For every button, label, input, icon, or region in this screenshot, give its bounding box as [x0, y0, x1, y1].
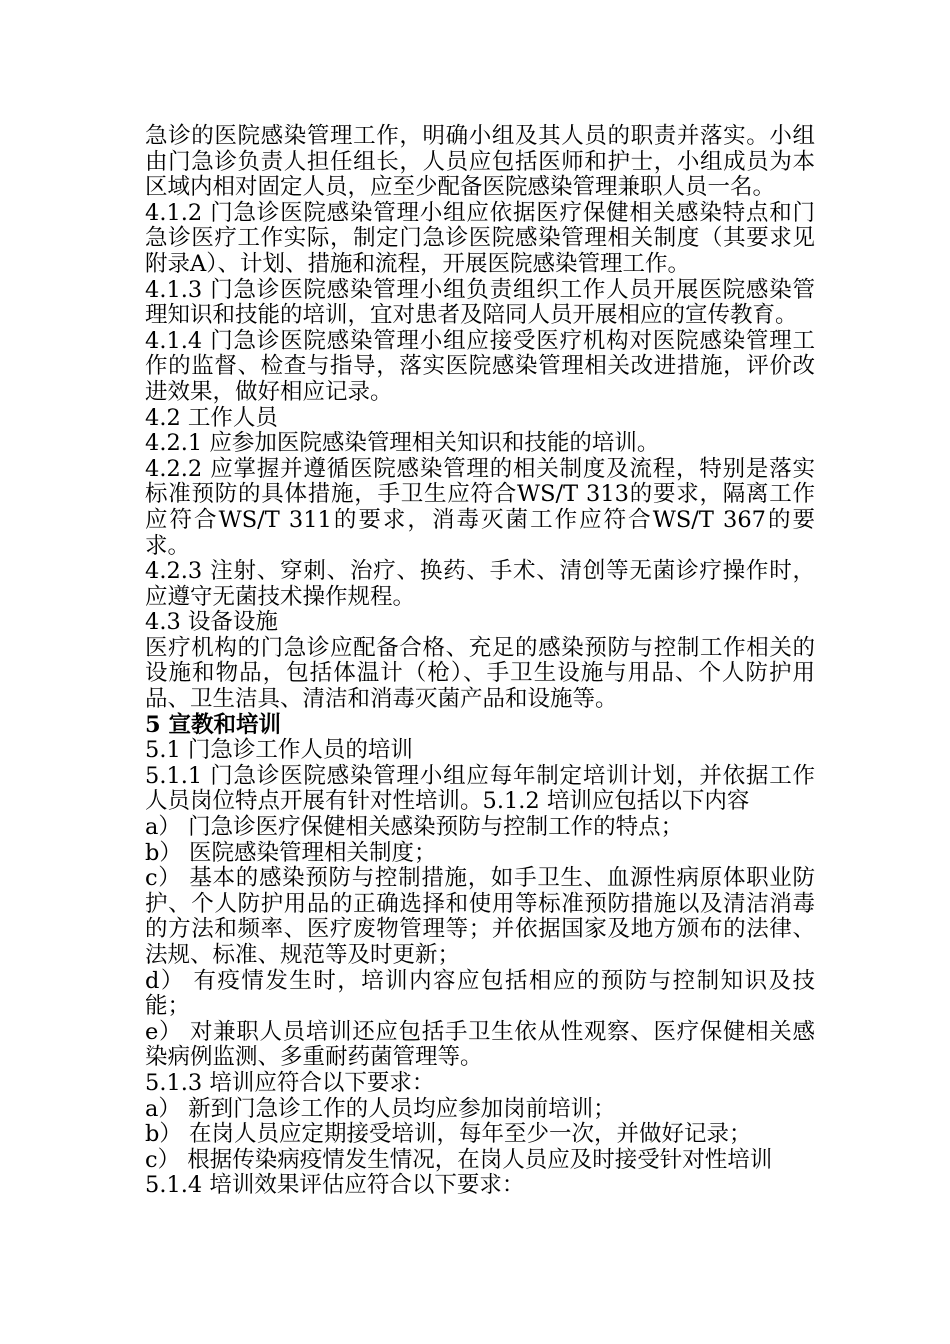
list-item-e: e） 对兼职人员培训还应包括手卫生依从性观察、医疗保健相关感染病例监测、多重耐药菌管理等。: [145, 1018, 815, 1071]
list-item-d: d） 有疫情发生时，培训内容应包括相应的预防与控制知识及技能；: [145, 967, 815, 1020]
document-body: [145, 124, 815, 1199]
clause-4-1-3: 4.1.3 门急诊医院感染管理小组负责组织工作人员开展医院感染管理知识和技能的培训，宜对患者及陪同人员开展相应的宣传教育。: [145, 276, 815, 329]
clause-5-1-1: 5.1.1 门急诊医院感染管理小组应每年制定培训计划，并依据工作人员岗位特点开展有针对性培训。5.1.2 培训应包括以下内容: [145, 762, 815, 815]
clause-4-1-2: 4.1.2 门急诊医院感染管理小组应依据医疗保健相关感染特点和门急诊医疗工作实际，制定门急诊医院感染管理相关制度（其要求见附录A）、计划、措施和流程，开展医院感染管理工作。: [145, 199, 815, 277]
paragraph-group-intro: 急诊的医院感染管理工作，明确小组及其人员的职责并落实。小组由门急诊负责人担任组长，人员应包括医师和护士，小组成员为本区域内相对固定人员，应至少配备医院感染管理兼职人员一名。: [145, 123, 815, 201]
list-item-a: a） 门急诊医疗保健相关感染预防与控制工作的特点；: [145, 814, 684, 841]
clause-4-1-4: 4.1.4 门急诊医院感染管理小组应接受医疗机构对医院感染管理工作的监督、检查与指导，落实医院感染管理相关改进措施，评价改进效果，做好相应记录。: [145, 327, 815, 405]
paragraph-equipment: 医疗机构的门急诊应配备合格、充足的感染预防与控制工作相关的设施和物品，包括体温计（枪）、手卫生设施与用品、个人防护用品、卫生洁具、清洁和消毒灭菌产品和设施等。: [145, 634, 815, 713]
section-heading-4-2: 4.2 工作人员: [145, 404, 278, 431]
section-heading-5-1: 5.1 门急诊工作人员的培训: [145, 737, 413, 764]
clause-4-2-3: 4.2.3 注射、穿刺、治疗、换药、手术、清创等无菌诊疗操作时，应遵守无菌技术操作规程。: [145, 558, 815, 610]
clause-5-1-4: 5.1.4 培训效果评估应符合以下要求：: [145, 1172, 525, 1199]
list-item-c: c） 基本的感染预防与控制措施，如手卫生、血源性病原体职业防护、个人防护用品的正确选择和使用等标准预防措施以及清洁消毒的方法和频率、医疗废物管理等；并依据国家及地方颁布的法律、法规、标准、规范等及时更新；: [145, 865, 815, 968]
clause-5-1-3: 5.1.3 培训应符合以下要求：: [145, 1069, 435, 1096]
clause-4-2-2: 4.2.2 应掌握并遵循医院感染管理的相关制度及流程，特别是落实标准预防的具体措施，手卫生应符合WS/T 313的要求，隔离工作应符合WS/T 311的要求，消毒灭菌工作应符合WS/T 367的要求。: [145, 455, 815, 559]
list-item-a-2: a） 新到门急诊工作的人员均应参加岗前培训；: [145, 1095, 616, 1122]
section-heading-4-3: 4.3 设备设施: [145, 609, 278, 636]
list-item-c-2: c） 根据传染病疫情发生情况，在岗人员应及时接受针对性培训: [145, 1146, 773, 1173]
list-item-b: b） 医院感染管理相关制度；: [145, 839, 437, 866]
clause-4-2-1: 4.2.1 应参加医院感染管理相关知识和技能的培训。: [145, 430, 660, 457]
list-item-b-2: b） 在岗人员应定期接受培训，每年至少一次，并做好记录；: [145, 1121, 752, 1148]
chapter-heading-5: 5 宣教和培训: [145, 711, 281, 738]
